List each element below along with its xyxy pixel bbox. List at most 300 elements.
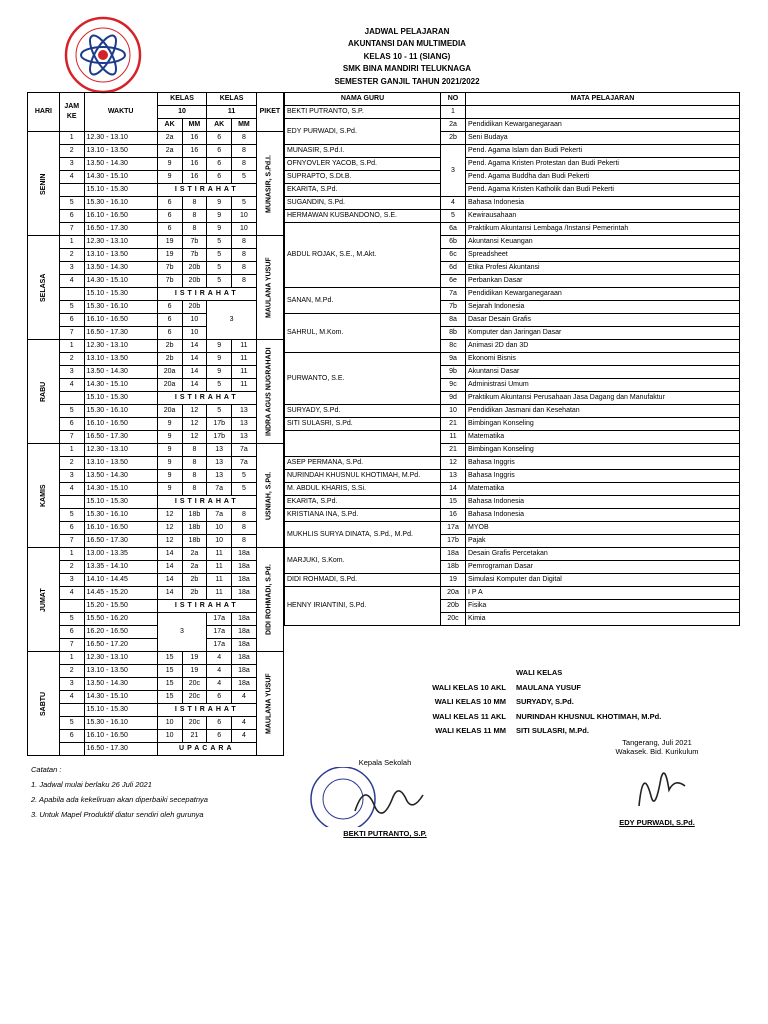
break-label: ISTIRAHAT (157, 496, 256, 509)
schedule-row (28, 210, 284, 223)
teacher-row (285, 496, 740, 509)
waktu: 15.20 - 15.50 (84, 600, 157, 613)
subject-no: 20c (441, 613, 466, 626)
kelas-cell: 11 (232, 379, 257, 392)
kelas-cell: 6 (207, 717, 232, 730)
subject-name: Pend. Agama Islam dan Budi Pekerti (466, 145, 740, 158)
waktu: 16.10 - 16.50 (84, 522, 157, 535)
break-label: ISTIRAHAT (157, 288, 256, 301)
waktu: 16.10 - 16.50 (84, 210, 157, 223)
teacher-name: HENNY IRIANTINI, S.Pd. (285, 587, 441, 626)
day-name: KAMIS (28, 444, 60, 548)
subject-name: Perbankan Dasar (466, 275, 740, 288)
kelas-cell: 8 (182, 470, 207, 483)
wali-teacher: SITI SULASRI, M.Pd. (516, 726, 589, 736)
jam-ke: 7 (59, 535, 84, 548)
kelas-cell: 7b (182, 249, 207, 262)
waktu: 12.30 - 13.10 (84, 652, 157, 665)
teacher-name: SITI SULASRI, S.Pd. (285, 418, 441, 431)
waktu: 15.30 - 16.10 (84, 509, 157, 522)
subject-no: 7b (441, 301, 466, 314)
teacher-row (285, 509, 740, 522)
kelas-cell: 3 (207, 301, 257, 340)
subject-name (466, 106, 740, 119)
note-item: 2. Apabila ada kekeliruan akan diperbaiki secepatnya (31, 795, 208, 804)
teacher-name: M. ABDUL KHARIS, S.Si. (285, 483, 441, 496)
teacher-name: MARJUKI, S.Kom. (285, 548, 441, 574)
kelas-cell: 8 (232, 145, 257, 158)
kelas-cell: 10 (182, 327, 207, 340)
schedule-row (28, 392, 284, 405)
kelas-cell: 16 (182, 132, 207, 145)
schedule-row (28, 379, 284, 392)
kelas-cell: 2b (182, 587, 207, 600)
school-logo (49, 16, 157, 94)
kelas-cell: 8 (232, 236, 257, 249)
kelas-cell: 20b (182, 262, 207, 275)
jam-ke: 4 (59, 691, 84, 704)
schedule-row (28, 132, 284, 145)
kelas-cell: 6 (207, 730, 232, 743)
kelas-cell: 12 (157, 509, 182, 522)
jam-ke: 6 (59, 522, 84, 535)
kelas-cell: 4 (232, 691, 257, 704)
kelas-cell: 9 (157, 418, 182, 431)
kelas-cell: 11 (232, 340, 257, 353)
teacher-name: ASEP PERMANA, S.Pd. (285, 457, 441, 470)
teacher-name: SUPRAPTO, S.Dt.B. (285, 171, 441, 184)
schedule-row (28, 587, 284, 600)
kelas-cell: 11 (232, 353, 257, 366)
wali-kelas-block (384, 666, 661, 739)
subject-name: Matematika (466, 483, 740, 496)
waktu: 14.10 - 14.45 (84, 574, 157, 587)
kelas-cell: 18b (182, 522, 207, 535)
kelas-cell: 5 (232, 483, 257, 496)
kelas-cell: 2a (157, 132, 182, 145)
schedule-row (28, 743, 284, 756)
kelas-cell: 13 (232, 418, 257, 431)
kelas-cell: 8 (232, 509, 257, 522)
teacher-row (285, 470, 740, 483)
kelas-cell: 8 (232, 249, 257, 262)
waktu: 13.50 - 14.30 (84, 470, 157, 483)
teacher-name: BEKTI PUTRANTO, S.P. (285, 106, 441, 119)
kelas-cell: 2a (182, 561, 207, 574)
wali-class: WALI KELAS 11 AKL (432, 711, 506, 721)
kelas-cell: 14 (157, 587, 182, 600)
subject-name: Praktikum Akuntansi Lembaga /Instansi Pemerintah (466, 223, 740, 236)
teacher-name: ABDUL ROJAK, S.E., M.Akt. (285, 223, 441, 288)
kelas-cell: 6 (207, 171, 232, 184)
jam-ke: 2 (59, 249, 84, 262)
subject-name: Bimbingan Konseling (466, 444, 740, 457)
teacher-name: MUNASIR, S.Pd.I. (285, 145, 441, 158)
kelas-cell: 18a (232, 587, 257, 600)
subject-no: 5 (441, 210, 466, 223)
waktu: 13.10 - 13.50 (84, 145, 157, 158)
schedule-row (28, 145, 284, 158)
subject-name: Pemrograman Dasar (466, 561, 740, 574)
principal-name: BEKTI PUTRANTO, S.P. (343, 829, 427, 838)
kelas-cell: 15 (157, 665, 182, 678)
col-kelas-11: 11 (207, 106, 257, 119)
jam-ke: 7 (59, 431, 84, 444)
waktu: 12.30 - 13.10 (84, 236, 157, 249)
kelas-cell: 7a (207, 509, 232, 522)
teacher-row (285, 587, 740, 600)
subject-no: 12 (441, 457, 466, 470)
kelas-cell: 4 (232, 730, 257, 743)
kelas-cell: 8 (232, 522, 257, 535)
jam-ke: 6 (59, 418, 84, 431)
kelas-cell: 6 (157, 327, 182, 340)
curriculum-role: Wakasek. Bid. Kurikulum (615, 747, 699, 756)
wali-teacher: MAULANA YUSUF (516, 682, 581, 692)
jam-ke: 2 (59, 561, 84, 574)
teacher-name: EDY PURWADI, S.Pd. (285, 119, 441, 145)
schedule-row (28, 652, 284, 665)
teacher-name (285, 431, 441, 457)
kelas-cell: 12 (182, 418, 207, 431)
subject-name: Fisika (466, 600, 740, 613)
kelas-cell: 9 (207, 353, 232, 366)
waktu: 15.30 - 16.10 (84, 197, 157, 210)
kelas-cell: 10 (232, 210, 257, 223)
teacher-name: SANAN, M.Pd. (285, 288, 441, 314)
waktu: 12.30 - 13.10 (84, 340, 157, 353)
col-ak: AK (157, 119, 182, 132)
wali-row (384, 724, 661, 739)
schedule-row (28, 522, 284, 535)
kelas-cell: 20b (182, 301, 207, 314)
jam-ke: 5 (59, 509, 84, 522)
subject-no: 9b (441, 366, 466, 379)
waktu: 15.10 - 15.30 (84, 704, 157, 717)
waktu: 14.45 - 15.20 (84, 587, 157, 600)
wali-row (384, 681, 661, 696)
teacher-row (285, 483, 740, 496)
schedule-row (28, 704, 284, 717)
subject-name: Administrasi Umum (466, 379, 740, 392)
piket-name: INDRA AGUS NUGRAHADI (256, 340, 283, 444)
kelas-cell: 6 (157, 197, 182, 210)
waktu: 16.10 - 16.50 (84, 418, 157, 431)
kelas-cell: 14 (182, 379, 207, 392)
kelas-cell: 18a (232, 639, 257, 652)
jam-ke: 1 (59, 548, 84, 561)
col-mm: MM (182, 119, 207, 132)
subject-name: Komputer dan Jaringan Dasar (466, 327, 740, 340)
subject-no: 9c (441, 379, 466, 392)
kelas-cell: 12 (182, 405, 207, 418)
kelas-cell: 18a (232, 548, 257, 561)
kelas-cell: 14 (182, 366, 207, 379)
subject-no: 6e (441, 275, 466, 288)
kelas-cell: 10 (157, 730, 182, 743)
schedule-row (28, 730, 284, 743)
jam-ke: 4 (59, 587, 84, 600)
kelas-cell: 6 (157, 223, 182, 236)
school-stamp (295, 767, 475, 827)
subject-name: Kewirausahaan (466, 210, 740, 223)
kelas-cell: 21 (182, 730, 207, 743)
kelas-cell: 3 (157, 613, 207, 652)
kelas-cell: 10 (232, 223, 257, 236)
schedule-row (28, 639, 284, 652)
kelas-cell: 9 (157, 431, 182, 444)
day-name: RABU (28, 340, 60, 444)
kelas-cell: 9 (207, 366, 232, 379)
subject-no: 20a (441, 587, 466, 600)
kelas-cell: 19 (182, 665, 207, 678)
subject-no: 15 (441, 496, 466, 509)
waktu: 13.10 - 13.50 (84, 665, 157, 678)
subject-no: 13 (441, 470, 466, 483)
subject-no: 21 (441, 418, 466, 431)
kelas-cell: 7a (232, 457, 257, 470)
subject-name: Akuntansi Dasar (466, 366, 740, 379)
header-line: AKUNTANSI DAN MULTIMEDIA (348, 39, 466, 49)
kelas-cell: 12 (182, 431, 207, 444)
waktu: 16.20 - 16.50 (84, 626, 157, 639)
day-name: SABTU (28, 652, 60, 756)
jam-ke: 5 (59, 197, 84, 210)
kelas-cell: 8 (232, 158, 257, 171)
jam-ke: 6 (59, 314, 84, 327)
jam-ke: 2 (59, 457, 84, 470)
waktu: 15.10 - 15.30 (84, 184, 157, 197)
waktu: 15.30 - 16.10 (84, 405, 157, 418)
schedule-row (28, 418, 284, 431)
kelas-cell: 6 (157, 210, 182, 223)
waktu: 12.30 - 13.10 (84, 132, 157, 145)
kelas-cell: 13 (207, 457, 232, 470)
subject-no: 7a (441, 288, 466, 301)
teacher-name: OFNYOVLER YACOB, S.Pd. (285, 158, 441, 171)
teacher-row (285, 171, 740, 184)
schedule-row (28, 262, 284, 275)
waktu: 13.00 - 13.35 (84, 548, 157, 561)
subject-no: 8c (441, 340, 466, 353)
subject-name: Bahasa Indonesia (466, 496, 740, 509)
subject-no: 6d (441, 262, 466, 275)
jam-ke: 2 (59, 145, 84, 158)
schedule-row (28, 535, 284, 548)
teacher-name: NURINDAH KHUSNUL KHOTIMAH, M.Pd. (285, 470, 441, 483)
piket-name: MAULANA YUSUF (256, 652, 283, 756)
kelas-cell: 16 (182, 171, 207, 184)
kelas-cell: 8 (182, 483, 207, 496)
kelas-cell: 8 (232, 262, 257, 275)
jam-ke: 1 (59, 236, 84, 249)
piket-name: MUNASIR, S.Pd.I. (256, 132, 283, 236)
principal-signature-block (295, 758, 475, 838)
teacher-row (285, 405, 740, 418)
kelas-cell: 19 (157, 249, 182, 262)
schedule-row (28, 444, 284, 457)
notes-title: Catatan : (31, 765, 62, 774)
teacher-name: SAHRUL, M.Kom. (285, 314, 441, 353)
waktu: 14.30 - 15.10 (84, 171, 157, 184)
kelas-cell: 7a (207, 483, 232, 496)
kelas-cell: 11 (232, 366, 257, 379)
subject-name: Seni Budaya (466, 132, 740, 145)
waktu: 14.30 - 15.10 (84, 691, 157, 704)
piket-name: DIDI ROHMADI, S.Pd. (256, 548, 283, 652)
teacher-row (285, 288, 740, 301)
kelas-cell: 6 (157, 314, 182, 327)
col-kelas-11-label: KELAS (207, 93, 257, 106)
day-name: JUMAT (28, 548, 60, 652)
teacher-row (285, 145, 740, 158)
signature-scribble (355, 791, 423, 813)
subject-no: 16 (441, 509, 466, 522)
subject-name: I P A (466, 587, 740, 600)
schedule-row (28, 626, 284, 639)
waktu: 14.30 - 15.10 (84, 275, 157, 288)
kelas-cell: 18a (232, 574, 257, 587)
waktu: 15.10 - 15.30 (84, 496, 157, 509)
subject-no: 11 (441, 431, 466, 444)
jam-ke: 6 (59, 730, 84, 743)
place-date: Tangerang, Juli 2021 (622, 738, 692, 747)
waktu: 13.50 - 14.30 (84, 678, 157, 691)
document-header (267, 26, 547, 88)
col-piket: PIKET (256, 93, 283, 132)
kelas-cell: 6 (157, 301, 182, 314)
waktu: 13.10 - 13.50 (84, 457, 157, 470)
teacher-row (285, 158, 740, 171)
col-hari: HARI (28, 93, 60, 132)
subject-name: Bahasa Indonesia (466, 509, 740, 522)
teacher-name: KRISTIANA INA, S.Pd. (285, 509, 441, 522)
subject-name: Spreadsheet (466, 249, 740, 262)
kelas-cell: 5 (207, 249, 232, 262)
subject-no: 18a (441, 548, 466, 561)
waktu: 14.30 - 15.10 (84, 379, 157, 392)
subject-name: Bimbingan Konseling (466, 418, 740, 431)
jam-ke (59, 184, 84, 197)
break-label: ISTIRAHAT (157, 600, 256, 613)
kelas-cell: 11 (207, 574, 232, 587)
schedule-row (28, 353, 284, 366)
teacher-name: PURWANTO, S.E. (285, 353, 441, 405)
teacher-row (285, 314, 740, 327)
jam-ke (59, 288, 84, 301)
col-jam: JAM KE (59, 93, 84, 132)
kelas-cell: 8 (182, 197, 207, 210)
subject-no: 14 (441, 483, 466, 496)
piket-name: MAULANA YUSUF (256, 236, 283, 340)
principal-role: Kepala Sekolah (358, 758, 412, 767)
schedule-row (28, 431, 284, 444)
kelas-cell: 7b (157, 262, 182, 275)
waktu: 15.10 - 15.30 (84, 392, 157, 405)
kelas-cell: 17a (207, 626, 232, 639)
kelas-cell: 9 (207, 223, 232, 236)
kelas-cell: 9 (207, 210, 232, 223)
kelas-cell: 6 (207, 158, 232, 171)
teacher-row (285, 210, 740, 223)
col-mata-pelajaran: MATA PELAJARAN (466, 93, 740, 106)
subject-name: Pend. Agama Kristen Protestan dan Budi Pekerti (466, 158, 740, 171)
schedule-row (28, 301, 284, 314)
kelas-cell: 19 (157, 236, 182, 249)
kelas-cell: 13 (207, 470, 232, 483)
schedule-row (28, 171, 284, 184)
waktu: 13.50 - 14.30 (84, 262, 157, 275)
jam-ke: 1 (59, 652, 84, 665)
teacher-row (285, 119, 740, 132)
jam-ke: 5 (59, 405, 84, 418)
kelas-cell: 18b (182, 535, 207, 548)
kelas-cell: 10 (207, 522, 232, 535)
signature-scribble (567, 756, 747, 816)
jam-ke (59, 496, 84, 509)
kelas-cell: 20c (182, 691, 207, 704)
col-mm: MM (232, 119, 257, 132)
subject-name: Pend. Agama Buddha dan Budi Pekerti (466, 171, 740, 184)
kelas-cell: 7b (182, 236, 207, 249)
schedule-row (28, 470, 284, 483)
kelas-cell: 5 (207, 262, 232, 275)
jam-ke: 1 (59, 340, 84, 353)
kelas-cell: 18a (232, 561, 257, 574)
subject-name: Pajak (466, 535, 740, 548)
subject-name: Matematika (466, 431, 740, 444)
kelas-cell: 9 (157, 158, 182, 171)
jam-ke: 5 (59, 301, 84, 314)
wali-row (384, 710, 661, 725)
waktu: 16.50 - 17.30 (84, 327, 157, 340)
teacher-name: SURYADY, S.Pd. (285, 405, 441, 418)
subject-name: Dasar Desain Grafis (466, 314, 740, 327)
curriculum-name: EDY PURWADI, S.Pd. (619, 818, 695, 827)
waktu: 16.50 - 17.30 (84, 431, 157, 444)
col-nama-guru: NAMA GURU (285, 93, 441, 106)
jam-ke: 6 (59, 626, 84, 639)
subject-no: 2b (441, 132, 466, 145)
waktu: 15.30 - 16.10 (84, 301, 157, 314)
col-kelas-10-label: KELAS (157, 93, 207, 106)
waktu: 13.50 - 14.30 (84, 366, 157, 379)
header-line: SMK BINA MANDIRI TELUKNAGA (342, 64, 472, 74)
day-name: SELASA (28, 236, 60, 340)
subject-no: 9a (441, 353, 466, 366)
schedule-row (28, 197, 284, 210)
schedule-row (28, 483, 284, 496)
kelas-cell: 4 (207, 665, 232, 678)
subject-no: 19 (441, 574, 466, 587)
subject-name: Praktikum Akuntansi Perusahaan Jasa Dagang dan Manufaktur (466, 392, 740, 405)
wali-teacher: NURINDAH KHUSNUL KHOTIMAH, M.Pd. (516, 711, 662, 721)
wali-class: WALI KELAS 10 MM (434, 697, 506, 707)
kelas-cell: 20c (182, 678, 207, 691)
schedule-row (28, 665, 284, 678)
kelas-cell: 17b (207, 418, 232, 431)
subject-name: Pendidikan Jasmani dan Kesehatan (466, 405, 740, 418)
subject-no: 21 (441, 444, 466, 457)
kelas-cell: 9 (157, 457, 182, 470)
teacher-table (284, 92, 740, 626)
kelas-cell: 16 (182, 145, 207, 158)
jam-ke: 7 (59, 639, 84, 652)
subject-no: 17a (441, 522, 466, 535)
kelas-cell: 20a (157, 405, 182, 418)
kelas-cell: 14 (182, 353, 207, 366)
subject-no: 6c (441, 249, 466, 262)
